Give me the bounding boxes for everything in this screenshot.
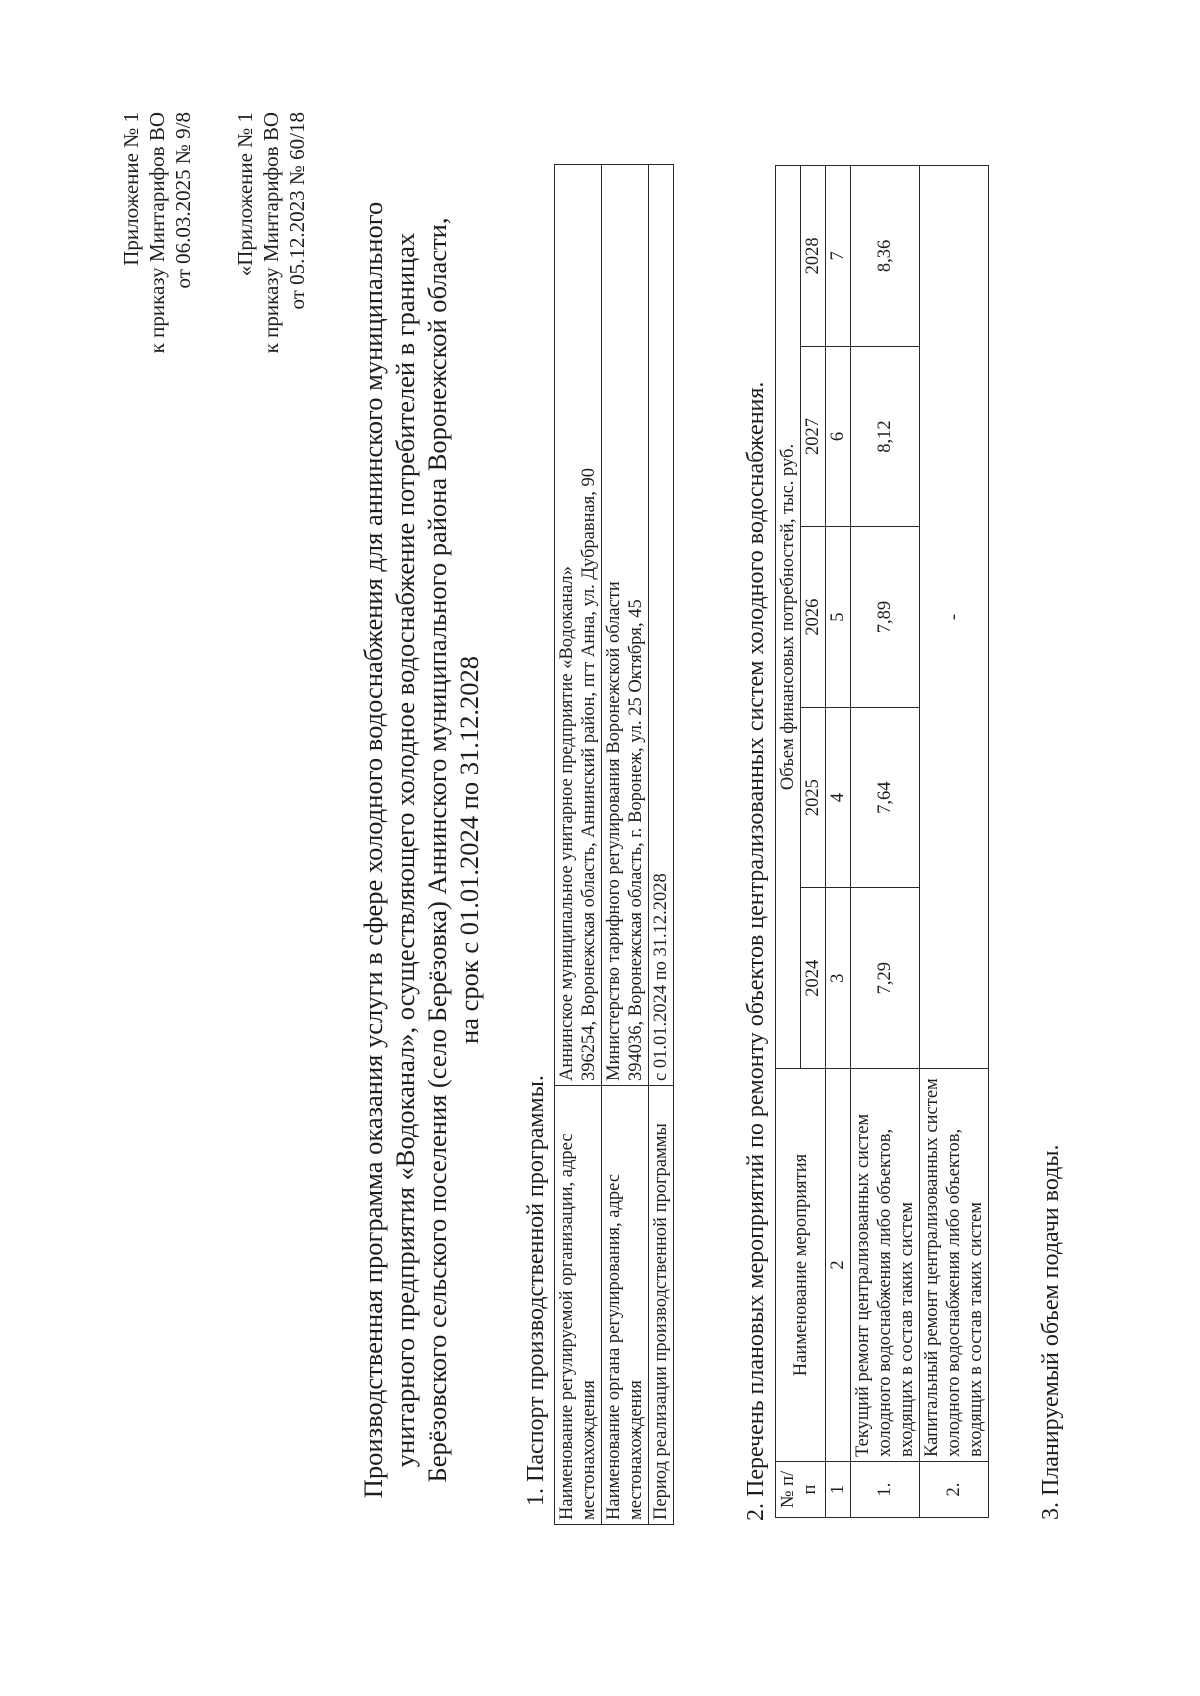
- passport-key: Наименование регулируемой организации, адрес местонахождения: [555, 1086, 602, 1525]
- column-number-row: [826, 166, 851, 1518]
- measure-value: 8,12: [851, 346, 920, 527]
- measure-name: Текущий ремонт централизованных систем холодного водоснабжения либо объектов, входящих в состав таких систем: [851, 1069, 920, 1462]
- passport-value: [555, 165, 602, 1086]
- annex-line: «Приложение № 1: [233, 112, 257, 277]
- column-number: 6: [826, 346, 851, 527]
- value-line: Министерство тарифного регулирования Воронежской области: [604, 581, 624, 1081]
- passport-table: [554, 164, 674, 1525]
- row-number: 2.: [920, 1462, 989, 1518]
- table-row: [851, 166, 920, 1518]
- annex-line: от 06.03.2025 № 9/8: [171, 112, 195, 289]
- column-number: 7: [826, 166, 851, 347]
- measure-name: Капитальный ремонт централизованных систем холодного водоснабжения либо объектов, входящих в состав таких систем: [920, 1069, 989, 1462]
- title-line: на срок с 01.01.2024 по 31.12.2028: [454, 656, 484, 1044]
- annex-line: к приказу Минтарифов ВО: [145, 112, 169, 354]
- annex-reference-previous: [232, 112, 310, 552]
- section2-title: 2. Перечень плановых мероприятий по ремонту объектов централизованных систем холодного водоснабжения.: [743, 381, 769, 1521]
- table-row: [602, 165, 649, 1525]
- title-line: Берёзовского сельского поселения (село Берёзовка) Аннинского муниципального района Воронежской области,: [422, 217, 452, 1483]
- measure-value: 7,64: [851, 707, 920, 888]
- table-row: [920, 166, 989, 1518]
- year-header: 2024: [801, 888, 826, 1069]
- table-row: [649, 165, 674, 1525]
- row-number: 1.: [851, 1462, 920, 1518]
- table-row: [555, 165, 602, 1525]
- title-line: Производственная программа оказания услуги в сфере холодного водоснабжения для аннинского муниципального: [358, 201, 388, 1499]
- annex-line: Приложение № 1: [119, 112, 143, 266]
- measures-table: [775, 165, 989, 1518]
- column-header-no: № п/п: [776, 1462, 826, 1518]
- value-line: с 01.01.2024 по 31.12.2028: [651, 873, 671, 1081]
- passport-key: Период реализации производственной программы: [649, 1086, 674, 1525]
- measure-value: 8,36: [851, 166, 920, 347]
- value-line: 396254, Воронежская область, Аннинский район, пгт Анна, ул. Дубравная, 90: [579, 468, 599, 1081]
- column-number: 1: [826, 1462, 851, 1518]
- annex-line: к приказу Минтарифов ВО: [259, 112, 283, 354]
- column-number: 5: [826, 527, 851, 708]
- section3-title: 3. Планируемый объем подачи воды.: [1038, 1144, 1064, 1520]
- section1-title: 1. Паспорт производственной программы.: [523, 1075, 549, 1506]
- value-line: 394036, Воронежская область, г. Воронеж, ул. 25 Октября, 45: [626, 599, 646, 1081]
- measure-merged-value: -: [920, 166, 989, 1069]
- value-line: Аннинское муниципальное унитарное предприятие «Водоканал»: [557, 566, 577, 1081]
- column-header-volume: Объем финансовых потребностей, тыс. руб.: [776, 166, 801, 1069]
- measure-value: 7,89: [851, 527, 920, 708]
- column-number: 3: [826, 888, 851, 1069]
- column-number: 4: [826, 707, 851, 888]
- measure-value: 7,29: [851, 888, 920, 1069]
- document-title: [357, 180, 485, 1520]
- year-header: 2025: [801, 707, 826, 888]
- year-header: 2026: [801, 527, 826, 708]
- annex-line: от 05.12.2023 № 60/18: [285, 112, 309, 310]
- table-header-row: [776, 166, 801, 1518]
- passport-value: [649, 165, 674, 1086]
- column-header-name: Наименование мероприятия: [776, 1069, 826, 1462]
- passport-key: Наименование органа регулирования, адрес местонахождения: [602, 1086, 649, 1525]
- passport-value: [602, 165, 649, 1086]
- year-header: 2027: [801, 346, 826, 527]
- annex-reference-current: [118, 112, 196, 552]
- year-header: 2028: [801, 166, 826, 347]
- column-number: 2: [826, 1069, 851, 1462]
- title-line: унитарного предприятия «Водоканал», осуществляющего холодное водоснабжение потребителей в границах: [390, 232, 420, 1468]
